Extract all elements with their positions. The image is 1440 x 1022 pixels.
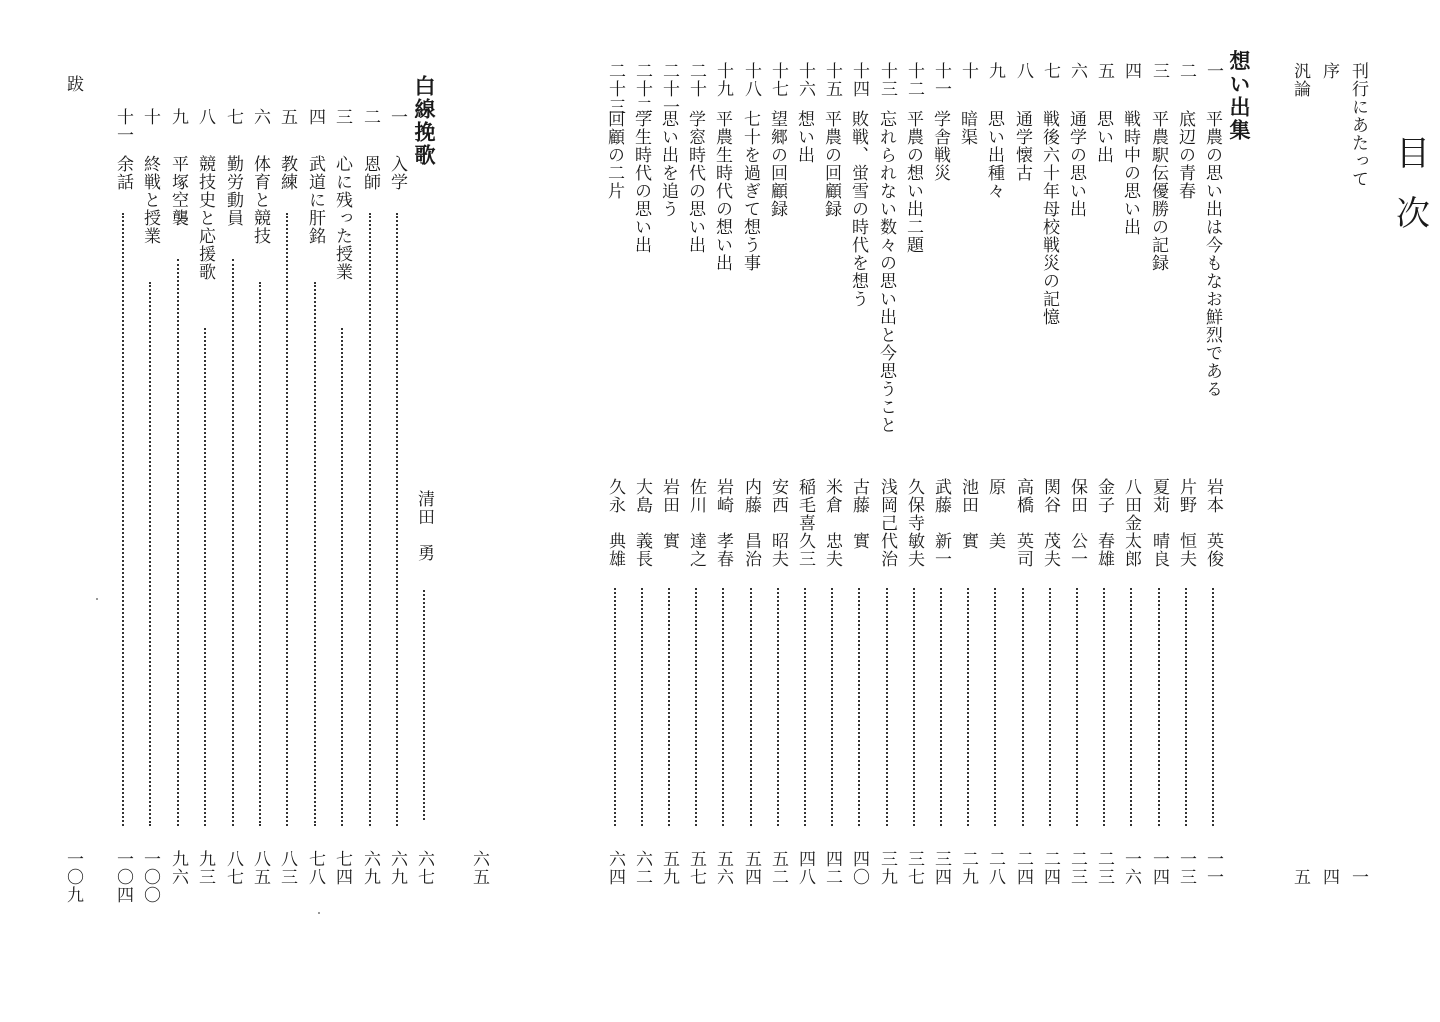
entry-title[interactable]: 思い出 xyxy=(1093,110,1113,164)
entry-number: 三 xyxy=(1149,62,1169,80)
entry-page: 二四 xyxy=(1013,850,1033,886)
leader-dots xyxy=(614,588,616,826)
front-matter-label[interactable]: 汎論 xyxy=(1290,62,1310,98)
leader-dots xyxy=(1130,588,1132,826)
front-matter-label[interactable]: 刊行にあたって xyxy=(1348,62,1368,188)
entry-number: 十九 xyxy=(713,62,733,98)
leader-dots xyxy=(314,282,316,826)
entry-number: 十四 xyxy=(849,62,869,98)
entry-number: 五 xyxy=(277,108,297,126)
entry-author: 武藤 新一 xyxy=(931,478,951,568)
entry-page: 八五 xyxy=(250,850,270,886)
leader-dots xyxy=(750,588,752,826)
entry-page: 五四 xyxy=(741,850,761,886)
leader-dots xyxy=(1076,588,1078,826)
entry-number: 三 xyxy=(332,108,352,126)
afterword-label[interactable]: 跋 xyxy=(63,75,83,93)
afterword-page: 一〇九 xyxy=(63,850,83,904)
entry-title[interactable]: 望郷の回顧録 xyxy=(767,110,787,218)
entry-number: 四 xyxy=(1121,62,1141,80)
leader-dots xyxy=(1103,588,1105,826)
entry-page: 六二 xyxy=(632,850,652,886)
entry-title[interactable]: 余話 xyxy=(113,155,133,191)
entry-author: 安西 昭夫 xyxy=(768,478,788,568)
section-heading-omoide[interactable]: 想い出集 xyxy=(1227,50,1252,142)
entry-title[interactable]: 底辺の青春 xyxy=(1175,110,1195,200)
leader-dots xyxy=(259,282,261,826)
entry-page: 四二 xyxy=(822,850,842,886)
entry-title[interactable]: 勤労動員 xyxy=(223,155,243,227)
entry-title[interactable]: 武道に肝銘 xyxy=(305,155,325,245)
front-matter-page: 一 xyxy=(1348,868,1368,886)
entry-author: 稲毛喜久三 xyxy=(795,478,815,568)
section-last-page: 六五 xyxy=(469,850,489,886)
entry-author: 金子 春雄 xyxy=(1094,478,1114,568)
leader-dots xyxy=(668,588,670,826)
entry-title[interactable]: 戦時中の思い出 xyxy=(1120,110,1140,236)
entry-author: 池田 實 xyxy=(958,478,978,550)
entry-page: 一〇〇 xyxy=(140,850,160,904)
entry-number: 八 xyxy=(195,108,215,126)
entry-page: 三四 xyxy=(931,850,951,886)
entry-title[interactable]: 通学懐古 xyxy=(1012,110,1032,182)
leader-dots xyxy=(913,588,915,826)
entry-number: 十 xyxy=(140,108,160,126)
entry-number: 二 xyxy=(1176,62,1196,80)
entry-number: 十七 xyxy=(768,62,788,98)
entry-page: 五九 xyxy=(659,850,679,886)
entry-author: 内藤 昌治 xyxy=(741,478,761,568)
entry-number: 一 xyxy=(387,108,407,126)
entry-page: 一三 xyxy=(1176,850,1196,886)
entry-page: 四八 xyxy=(795,850,815,886)
entry-title[interactable]: 終戦と授業 xyxy=(140,155,160,245)
section-heading-hakusen[interactable]: 白線挽歌 xyxy=(412,75,437,167)
entry-page: 七四 xyxy=(332,850,352,886)
entry-author: 久保寺敏夫 xyxy=(904,478,924,568)
entry-number: 七 xyxy=(1040,62,1060,80)
entry-title[interactable]: 平農駅伝優勝の記録 xyxy=(1148,110,1168,272)
entry-page: 六九 xyxy=(387,850,407,886)
entry-number: 十六 xyxy=(795,62,815,98)
entry-number: 十一 xyxy=(113,108,133,144)
entry-author: 高橋 英司 xyxy=(1013,478,1033,568)
entry-number: 二十二 xyxy=(632,62,652,116)
entry-author: 八田金太郎 xyxy=(1121,478,1141,568)
entry-page: 七八 xyxy=(305,850,325,886)
entry-number: 十一 xyxy=(931,62,951,98)
entry-author: 岩本 英俊 xyxy=(1203,478,1223,568)
entry-page: 四〇 xyxy=(849,850,869,886)
entry-title[interactable]: 暗渠 xyxy=(957,110,977,146)
front-matter-page: 五 xyxy=(1290,868,1310,886)
entry-author: 佐川 達之 xyxy=(686,478,706,568)
entry-page: 一一 xyxy=(1203,850,1223,886)
entry-page: 一〇四 xyxy=(113,850,133,904)
entry-page: 五六 xyxy=(713,850,733,886)
leader-dots xyxy=(286,213,288,826)
entry-title[interactable]: 七十を過ぎて想う事 xyxy=(740,110,760,272)
toc-title-char-1: 目 xyxy=(1396,134,1430,174)
leader-dots xyxy=(396,213,398,826)
entry-title[interactable]: 忘れられない数々の思い出と今思うこと xyxy=(876,110,896,434)
leader-dots xyxy=(777,588,779,826)
leader-dots xyxy=(177,259,179,826)
entry-number: 二 xyxy=(360,108,380,126)
entry-number: 七 xyxy=(223,108,243,126)
leader-dots xyxy=(1212,588,1214,826)
entry-title[interactable]: 回顧の二片 xyxy=(604,110,624,200)
entry-title[interactable]: 敗戦、蛍雪の時代を想う xyxy=(848,110,868,308)
scan-speck xyxy=(318,912,320,914)
entry-author: 岩崎 孝春 xyxy=(713,478,733,568)
entry-number: 一 xyxy=(1203,62,1223,80)
entry-number: 九 xyxy=(168,108,188,126)
section-author-page: 六七 xyxy=(414,850,434,886)
entry-number: 六 xyxy=(250,108,270,126)
entry-number: 四 xyxy=(305,108,325,126)
leader-dots xyxy=(1185,588,1187,826)
leader-dots xyxy=(122,213,124,826)
leader-dots xyxy=(940,588,942,826)
entry-page: 五二 xyxy=(768,850,788,886)
entry-number: 十 xyxy=(958,62,978,80)
entry-author: 原 美 xyxy=(985,478,1005,550)
entry-title[interactable]: 平農生時代の想い出 xyxy=(712,110,732,272)
entry-number: 十二 xyxy=(904,62,924,98)
entry-title[interactable]: 心に残った授業 xyxy=(332,155,352,281)
entry-number: 二十三 xyxy=(605,62,625,116)
entry-page: 一六 xyxy=(1121,850,1141,886)
entry-page: 八七 xyxy=(223,850,243,886)
leader-dots xyxy=(831,588,833,826)
entry-author: 関谷 茂夫 xyxy=(1040,478,1060,568)
entry-title[interactable]: 平農の思い出は今もなお鮮烈である xyxy=(1202,110,1222,398)
entry-title[interactable]: 学窓時代の思い出 xyxy=(685,110,705,254)
leader-dots xyxy=(722,588,724,826)
leader-dots xyxy=(994,588,996,826)
entry-author: 大島 義長 xyxy=(632,478,652,568)
entry-page: 二八 xyxy=(985,850,1005,886)
entry-title[interactable]: 想い出 xyxy=(794,110,814,164)
entry-author: 浅岡己代治 xyxy=(877,478,897,568)
entry-author: 保田 公一 xyxy=(1067,478,1087,568)
entry-number: 二十 xyxy=(686,62,706,98)
entry-title[interactable]: 戦後六十年母校戦災の記憶 xyxy=(1039,110,1059,326)
entry-title[interactable]: 教練 xyxy=(277,155,297,191)
entry-page: 二三 xyxy=(1094,850,1114,886)
leader-dots xyxy=(1022,588,1024,826)
entry-page: 五七 xyxy=(686,850,706,886)
leader-dots xyxy=(804,588,806,826)
entry-title[interactable]: 平農の想い出二題 xyxy=(903,110,923,254)
front-matter-label[interactable]: 序 xyxy=(1319,62,1339,80)
front-matter-page: 四 xyxy=(1319,868,1339,886)
entry-title[interactable]: 入学 xyxy=(387,155,407,191)
leader-dots xyxy=(369,213,371,826)
leader-dots xyxy=(886,588,888,826)
entry-number: 五 xyxy=(1094,62,1114,80)
section-author: 清田 勇 xyxy=(414,490,434,562)
entry-title[interactable]: 競技史と応援歌 xyxy=(195,155,215,281)
entry-author: 米倉 忠夫 xyxy=(822,478,842,568)
entry-page: 六四 xyxy=(605,850,625,886)
entry-title[interactable]: 思い出種々 xyxy=(984,110,1004,200)
entry-page: 三九 xyxy=(877,850,897,886)
entry-author: 夏苅 晴良 xyxy=(1149,478,1169,568)
entry-page: 三七 xyxy=(904,850,924,886)
entry-number: 八 xyxy=(1013,62,1033,80)
leader-dots xyxy=(858,588,860,826)
entry-number: 十八 xyxy=(741,62,761,98)
entry-page: 一四 xyxy=(1149,850,1169,886)
entry-title[interactable]: 通学の思い出 xyxy=(1066,110,1086,218)
leader-dots xyxy=(1049,588,1051,826)
entry-author: 古藤 實 xyxy=(849,478,869,550)
entry-page: 二九 xyxy=(958,850,978,886)
entry-title[interactable]: 平塚空襲 xyxy=(168,155,188,227)
entry-title[interactable]: 恩師 xyxy=(360,155,380,191)
entry-author: 片野 恒夫 xyxy=(1176,478,1196,568)
entry-number: 九 xyxy=(985,62,1005,80)
entry-number: 六 xyxy=(1067,62,1087,80)
entry-page: 九六 xyxy=(168,850,188,886)
entry-page: 二四 xyxy=(1040,850,1060,886)
leader-dots xyxy=(423,590,425,820)
entry-title[interactable]: 体育と競技 xyxy=(250,155,270,245)
entry-author: 岩田 實 xyxy=(659,478,679,550)
entry-author: 久永 典雄 xyxy=(605,478,625,568)
entry-page: 八三 xyxy=(277,850,297,886)
leader-dots xyxy=(695,588,697,826)
leader-dots xyxy=(149,282,151,826)
entry-title[interactable]: 平農の回顧録 xyxy=(821,110,841,218)
entry-title[interactable]: 思い出を追う xyxy=(658,110,678,218)
entry-title[interactable]: 学舎戦災 xyxy=(930,110,950,182)
leader-dots xyxy=(204,328,206,826)
leader-dots xyxy=(1158,588,1160,826)
leader-dots xyxy=(641,588,643,826)
entry-page: 六九 xyxy=(360,850,380,886)
leader-dots xyxy=(232,259,234,826)
toc-title-char-2: 次 xyxy=(1396,194,1430,234)
scan-speck xyxy=(96,598,98,600)
entry-page: 九三 xyxy=(195,850,215,886)
entry-title[interactable]: 学生時代の思い出 xyxy=(631,110,651,254)
leader-dots xyxy=(341,328,343,826)
leader-dots xyxy=(967,588,969,826)
entry-number: 二十一 xyxy=(659,62,679,116)
entry-number: 十五 xyxy=(822,62,842,98)
entry-number: 十三 xyxy=(877,62,897,98)
entry-page: 二三 xyxy=(1067,850,1087,886)
